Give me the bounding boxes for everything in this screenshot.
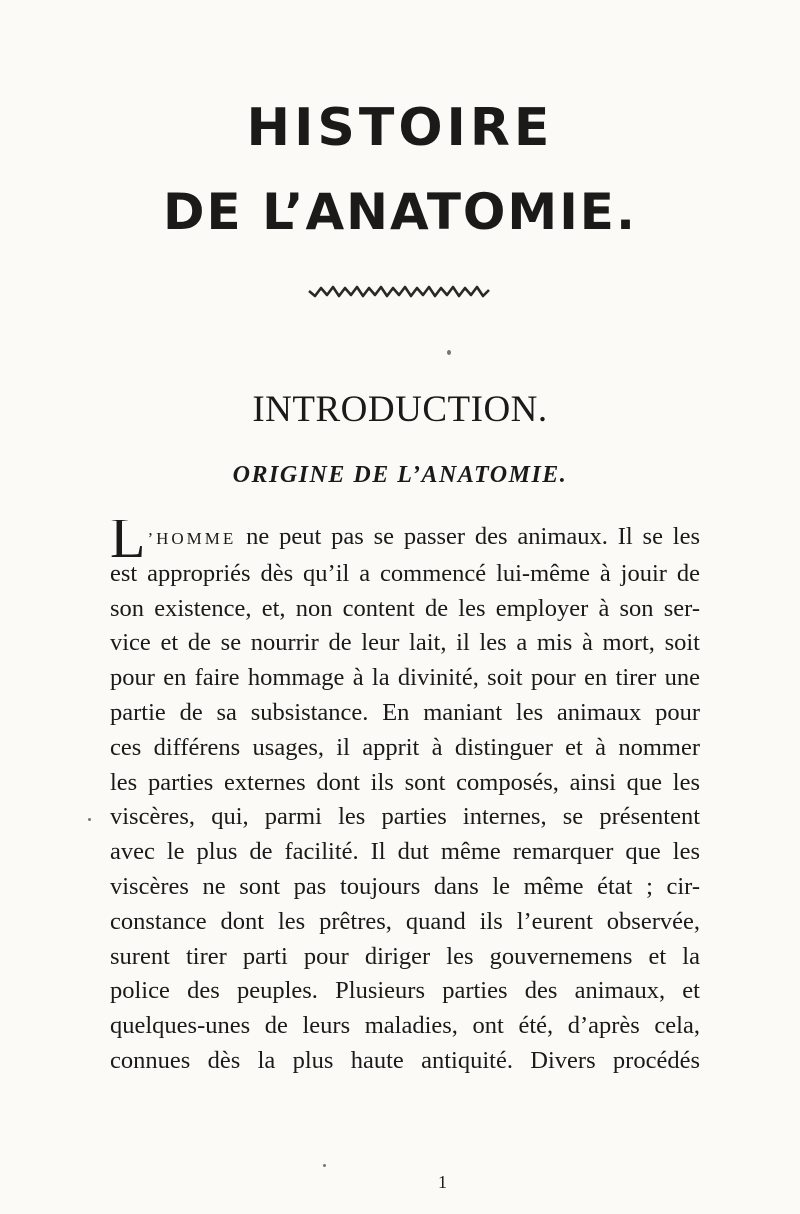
section-title: INTRODUCTION. — [252, 389, 548, 430]
body-line-3: son existence, et, non content de les employer à son ser- — [110, 594, 700, 622]
ink-speck — [323, 1164, 326, 1167]
body-line-9: viscères, qui, parmi les parties internes, se présentent — [110, 803, 700, 831]
first-word-smallcaps: ’HOMME — [147, 529, 237, 548]
body-line-7: ces différens usages, il apprit à distinguer et à nommer — [110, 733, 700, 761]
body-line-15: quelques-unes de leurs maladies, ont été, d’après cela, — [110, 1012, 700, 1040]
body-line-6: partie de sa subsistance. En maniant les animaux pour — [110, 698, 700, 726]
body-line-4: vice et de se nourrir de leur lait, il les a mis à mort, soit — [110, 629, 700, 657]
body-line-11: viscères ne sont pas toujours dans le même état ; cir- — [110, 872, 700, 900]
body-line-16: connues dès la plus haute antiquité. Divers procédés — [110, 1046, 700, 1074]
ink-speck — [88, 818, 91, 821]
book-title-line-1: HISTOIRE — [246, 98, 554, 158]
signature-mark: 1 — [438, 1172, 447, 1192]
body-line-1-text: ne peut pas se passer des animaux. Il se les — [246, 523, 700, 550]
ornamental-rule — [307, 284, 493, 300]
drop-cap: L — [110, 520, 146, 557]
body-line-10: avec le plus de facilité. Il dut même remarquer que les — [110, 838, 700, 866]
body-line-14: police des peuples. Plusieurs parties des animaux, et — [110, 977, 700, 1005]
chapter-subtitle: ORIGINE DE L’ANATOMIE. — [232, 462, 568, 488]
ink-speck — [447, 350, 451, 355]
book-title-line-2: DE L’ANATOMIE. — [163, 183, 637, 241]
body-text — [110, 520, 700, 1079]
body-line-12: constance dont les prêtres, quand ils l’eurent observée, — [110, 907, 700, 935]
body-line-8: les parties externes dont ils sont composés, ainsi que les — [110, 768, 700, 796]
body-line-5: pour en faire hommage à la divinité, soit pour en tirer une — [110, 664, 700, 692]
body-line-1 — [110, 520, 700, 557]
body-line-13: surent tirer parti pour diriger les gouvernemens et la — [110, 942, 700, 970]
body-line-2: est appropriés dès qu’il a commencé lui-même à jouir de — [110, 559, 700, 587]
